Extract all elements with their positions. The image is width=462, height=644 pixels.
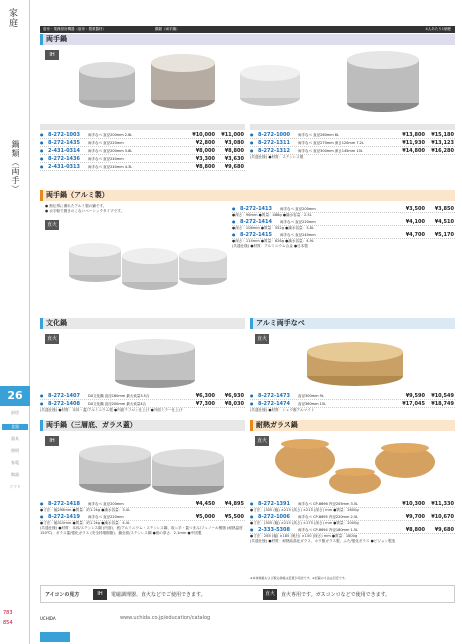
table-row[interactable]: ● 8-272-1418 両手なべ 直径200mm ¥4,450 ¥4,895	[40, 501, 244, 507]
price: ¥2,800	[195, 140, 215, 146]
product-table	[250, 500, 455, 544]
product-desc: 両手なべ 直径220mm	[280, 220, 316, 224]
product-code: 2-333-5308	[258, 527, 290, 533]
nav-item[interactable]: 照明	[11, 448, 19, 453]
fire-tag: 直火	[256, 438, 267, 444]
product-desc: 直径360mm 15L	[298, 402, 327, 406]
product-code: 8-272-1407	[48, 393, 80, 399]
category-bar	[40, 26, 455, 33]
ih-badge: IH	[93, 589, 107, 600]
product-code: 8-272-1419	[48, 514, 80, 520]
spec-note: ●寸法：(305 (幅) ×215 (高さ) ×175 (深さ) mm ●質量：2000g	[250, 521, 359, 525]
price: ¥8,800	[195, 164, 215, 170]
product-desc: 両手なべ 直径200mm 3.8L	[88, 149, 133, 153]
price: ¥3,300	[195, 156, 215, 162]
fire-text: 直火専用です。ガスコンロなどで使用できます。	[281, 592, 391, 598]
product-code: 8-272-1312	[258, 148, 290, 154]
section-title: 両手鍋（三層底、ガラス蓋）	[40, 420, 245, 431]
price-tax: ¥4,510	[434, 219, 454, 225]
price-tax: ¥9,680	[434, 527, 454, 533]
section-title: 文化鍋	[40, 318, 245, 329]
feature-item: ● 熱伝導に優れたアルミ製の鍋です。	[45, 204, 107, 208]
table-row[interactable]: ● 2-431-0314 両手なべ 直径200mm 3.8L ¥8,000 ¥8,800	[40, 148, 244, 154]
fire-tag: 直火	[46, 336, 57, 342]
feature-item: ● 水字軽で磨きのこないベーシックタイプです。	[45, 209, 125, 213]
nav-item[interactable]: ソフト	[9, 484, 21, 489]
table-row[interactable]: ● 8-272-1413 両手なべ 直径200mm ¥3,500 ¥3,850	[232, 206, 454, 212]
product-code: 8-272-1408	[48, 401, 80, 407]
table-row[interactable]: ● 8-272-1006 両手なべ CP-8695 内径220mm 2.5L ¥9,700 ¥10,670	[250, 514, 454, 520]
topbar-right: 4人あたり1個使	[425, 27, 451, 31]
product-code: 8-272-1474	[258, 401, 290, 407]
product-table	[40, 392, 245, 413]
product-code: 8-272-1418	[48, 501, 80, 507]
product-desc: 両手なべ 直径240mm	[280, 233, 316, 237]
table-row[interactable]: ● 8-272-1003 両手なべ 直径200mm 2.6L ¥10,000 ¥11,000	[40, 132, 244, 138]
product-desc: 両手なべ 直径200mm	[88, 502, 124, 506]
price: ¥17,045	[402, 401, 425, 407]
price-tax: ¥5,500	[224, 514, 244, 520]
price: ¥8,000	[195, 148, 215, 154]
table-row[interactable]: ● 2-333-5308 両手なべ CP-8694 内径180mm 1.5L ¥8,800 ¥9,680	[250, 527, 454, 533]
price: ¥14,800	[402, 148, 425, 154]
table-row[interactable]: ● 8-272-1415 両手なべ 直径240mm ¥4,700 ¥5,170	[232, 232, 454, 238]
product-table	[250, 392, 455, 413]
section-title: 両手鍋（アルミ製）	[40, 190, 455, 201]
price-tax: ¥18,749	[431, 401, 454, 407]
product-code: 8-272-1473	[258, 393, 290, 399]
product-desc: 両手なべ 直径240mm	[88, 157, 124, 161]
product-table	[40, 131, 245, 171]
product-images	[285, 334, 425, 389]
table-row[interactable]: ● 8-272-1311 両手なべ 直径270mm 深さ120mm 7.2L ¥11,930 ¥13,123	[250, 140, 454, 146]
product-table	[40, 500, 245, 536]
price: ¥3,500	[405, 206, 425, 212]
price: ¥5,000	[195, 514, 215, 520]
price-tax: ¥5,170	[434, 232, 454, 238]
price: ¥9,700	[405, 514, 425, 520]
price: ¥11,930	[402, 140, 425, 146]
topbar-mid: 鍋類（両手鍋）	[155, 27, 180, 31]
spec-note: ●深さ：114mm ●質量：626g ●満水容量：4.9L	[232, 239, 314, 243]
price: ¥9,590	[405, 393, 425, 399]
price-tax: ¥15,180	[431, 132, 454, 138]
common-spec: (共通仕様) ●材質：本体・蓋/アルミニウム製 ●内面テフロン仕上げ ●外面ミラー仕上げ	[40, 408, 183, 412]
price-tax: ¥8,800	[224, 148, 244, 154]
price-tax: ¥3,080	[224, 140, 244, 146]
price-tax: ¥6,930	[224, 393, 244, 399]
price-tax: ¥10,549	[431, 393, 454, 399]
pot-illustrations	[285, 334, 425, 389]
price-tax: ¥8,030	[224, 401, 244, 407]
product-code: 8-272-1003	[48, 132, 80, 138]
product-desc: 直径300mm 9L	[298, 394, 324, 398]
product-desc: 両手なべ CP-8695 内径220mm 2.5L	[298, 515, 359, 519]
price-tax: ¥11,330	[431, 501, 454, 507]
spec-note: ●寸法：幅310mm ●質量：約1.2kg ●満水容量：4.4L	[40, 521, 131, 525]
spec-note: ●深さ：96mm ●質量：488g ●満水容量：2.5L	[232, 213, 312, 217]
sidebar	[0, 0, 30, 644]
product-desc: DX文化鍋 直径200mm 最大炊量4合	[88, 402, 147, 406]
category-title: 家庭	[7, 8, 17, 28]
product-code: 2-431-0314	[48, 148, 80, 154]
table-row[interactable]: ● 8-272-1414 両手なべ 直径220mm ¥4,100 ¥4,510	[232, 219, 454, 225]
price-tax: ¥4,895	[224, 501, 244, 507]
fire-tag: 直火	[256, 336, 267, 342]
spec-note: ●深さ：108mm ●質量：552g ●満水容量：3.8L	[232, 226, 314, 230]
price-tax: ¥9,680	[224, 164, 244, 170]
table-header	[40, 124, 245, 130]
price-tax: ¥10,670	[431, 514, 454, 520]
table-row[interactable]: ● 8-272-1408 DX文化鍋 直径200mm 最大炊量4合 ¥7,300 ¥8,030	[40, 401, 244, 407]
product-desc: 両手なべ CP-8696 内径205mm 3.5L	[298, 502, 359, 506]
table-row[interactable]: ● 8-272-1436 両手なべ 直径240mm ¥3,300 ¥3,630	[40, 156, 244, 162]
common-spec: (共通仕様) ●材質：耐熱結晶化ガラス、ホウ酸ガラス製、ふた/強化ガラス ●ビジョン製造	[250, 539, 396, 543]
topbar-left: 厨房・業務厨房機器（厨房・製菓器材）	[43, 27, 106, 31]
common-spec: (共通仕様) ●材質：本体/ステンレス鋼 (内面)、底/アルミニウム・ステンレス鋼、取っ手・蓋つまみ/フェノール樹脂 (耐熱温度150℃)、ガラス蓋/強化ガラス (安全枠環樹脂)、鍋全面/ステンレス鋼 ●底の厚さ：2.1mm ●中国製	[40, 526, 243, 535]
product-desc: 両手なべ 直径220mm	[88, 515, 124, 519]
price-tax: ¥11,000	[221, 132, 244, 138]
ih-text: 電磁調理器、直火などでご使用できます。	[111, 592, 206, 598]
feature-list	[45, 204, 230, 214]
page-number: 26	[0, 386, 30, 406]
pot-illustrations	[65, 230, 230, 300]
nav-item[interactable]: 器具	[11, 436, 19, 441]
ih-tag: IH	[45, 50, 59, 60]
section-title: 耐熱ガラス鍋	[250, 420, 455, 431]
product-desc: 両手なべ 直径220mm	[88, 141, 124, 145]
product-images	[70, 432, 230, 497]
table-row[interactable]: ● 8-272-1407 DX文化鍋 直径180mm 最大炊量3.5合 ¥6,300 ¥6,930	[40, 393, 244, 399]
product-code: 8-272-1413	[240, 206, 272, 212]
price: ¥6,300	[195, 393, 215, 399]
table-row[interactable]: ● 8-272-1312 両手なべ 直径300mm 深さ145mm 10L ¥14,800 ¥16,280	[250, 148, 454, 154]
product-images	[100, 332, 210, 390]
spec-note: ●寸法：(305 (幅) ×215 (高さ) ×215 (深さ) mm ●質量：2600g	[250, 508, 359, 512]
product-code: 8-272-1435	[48, 140, 80, 146]
table-row[interactable]: ● 8-272-1474 直径360mm 15L ¥17,045 ¥18,749	[250, 401, 454, 407]
price: ¥10,300	[402, 501, 425, 507]
nav-item[interactable]: 厨房	[11, 410, 19, 415]
table-row[interactable]: ● 8-272-1000 両手なべ 直径260mm 6L ¥13,800 ¥15,180	[250, 132, 454, 138]
pot-illustrations	[100, 332, 210, 390]
pot-illustrations	[65, 48, 455, 116]
bottom-tab	[40, 632, 70, 642]
product-desc: 両手なべ 直径260mm 6L	[298, 133, 339, 137]
nav-item[interactable]: 食器	[2, 424, 28, 430]
company-logo: UCHIDA	[40, 616, 56, 621]
table-row[interactable]: ● 8-272-1473 直径300mm 9L ¥9,590 ¥10,549	[250, 393, 454, 399]
legend-title: アイコンの見方	[45, 592, 80, 598]
nav-item[interactable]: 家電	[11, 460, 19, 465]
product-desc: DX文化鍋 直径180mm 最大炊量3.5合	[88, 394, 150, 398]
product-desc: 両手なべ CP-8694 内径180mm 1.5L	[298, 528, 359, 532]
section-title: アルミ両手なべ	[250, 318, 455, 329]
section-title: 両手鍋	[40, 34, 455, 45]
spec-note: (共通仕様) ●材質：ステンレス製	[250, 155, 304, 159]
fire-badge: 直火	[263, 589, 277, 600]
product-desc: 両手なべ 直径270mm 深さ120mm 7.2L	[298, 141, 364, 145]
product-table	[250, 131, 455, 160]
table-header	[250, 124, 455, 130]
product-code: 8-272-1414	[240, 219, 272, 225]
table-row[interactable]: ● 2-431-0313 両手なべ 直径240mm 4.3L ¥8,800 ¥9,680	[40, 164, 244, 170]
table-row[interactable]: ● 8-272-1419 両手なべ 直径220mm ¥5,000 ¥5,500	[40, 514, 244, 520]
catalog-url[interactable]: www.uchida.co.jp/education/catalog	[120, 615, 211, 621]
price: ¥4,450	[195, 501, 215, 507]
product-desc: 両手なべ 直径200mm 2.6L	[88, 133, 133, 137]
spec-note: ●寸法：幅298mm ●質量：約1.2kg ●満水容量：3.4L	[40, 508, 131, 512]
price-tax: ¥16,280	[431, 148, 454, 154]
product-code: 2-431-0313	[48, 164, 80, 170]
price: ¥13,800	[402, 132, 425, 138]
product-table	[232, 205, 455, 249]
product-code: 8-272-1436	[48, 156, 80, 162]
price: ¥4,700	[405, 232, 425, 238]
product-desc: 両手なべ 直径300mm 深さ145mm 10L	[298, 149, 363, 153]
price-note: ※本体価格および税込価格は変更が可能です。※記載の寸法は目安です。	[250, 576, 348, 580]
product-code: 8-272-1006	[258, 514, 290, 520]
price: ¥10,000	[192, 132, 215, 138]
table-row[interactable]: ● 8-272-1435 両手なべ 直径220mm ¥2,800 ¥3,080	[40, 140, 244, 146]
subcategory-title: 鍋類（両手）	[11, 140, 20, 194]
price-tax: ¥3,630	[224, 156, 244, 162]
page-ref[interactable]: 783	[3, 610, 13, 616]
product-code: 8-272-1391	[258, 501, 290, 507]
product-images	[255, 432, 455, 497]
icon-legend	[40, 585, 455, 603]
price: ¥8,800	[405, 527, 425, 533]
nav-item[interactable]: 陶器	[11, 472, 19, 477]
price: ¥7,300	[195, 401, 215, 407]
common-spec: (共通仕様) ●材質：シュウ酸アルマイト	[250, 408, 315, 412]
product-desc: 両手なべ 直径200mm	[280, 207, 316, 211]
ih-tag: IH	[45, 436, 59, 446]
price: ¥4,100	[405, 219, 425, 225]
page-ref[interactable]: 854	[3, 620, 13, 626]
table-row[interactable]: ● 8-272-1391 両手なべ CP-8696 内径205mm 3.5L ¥10,300 ¥11,330	[250, 501, 454, 507]
price-tax: ¥3,850	[434, 206, 454, 212]
product-images	[65, 48, 455, 116]
spec-note: ●寸法：265 (幅) ×185 (奥行) ×150 (深さ) mm ●質量：1800g	[250, 534, 358, 538]
product-images	[65, 230, 230, 300]
pot-illustrations	[70, 432, 230, 497]
product-code: 8-272-1311	[258, 140, 290, 146]
product-code: 8-272-1415	[240, 232, 272, 238]
product-desc: 両手なべ 直径240mm 4.3L	[88, 165, 133, 169]
common-spec: (共通仕様) ●材質：アルミニウム合金 ●日本製	[232, 244, 308, 248]
fire-tag: 直火	[46, 222, 57, 228]
product-code: 8-272-1000	[258, 132, 290, 138]
pot-illustrations	[255, 432, 455, 497]
price-tax: ¥13,123	[431, 140, 454, 146]
